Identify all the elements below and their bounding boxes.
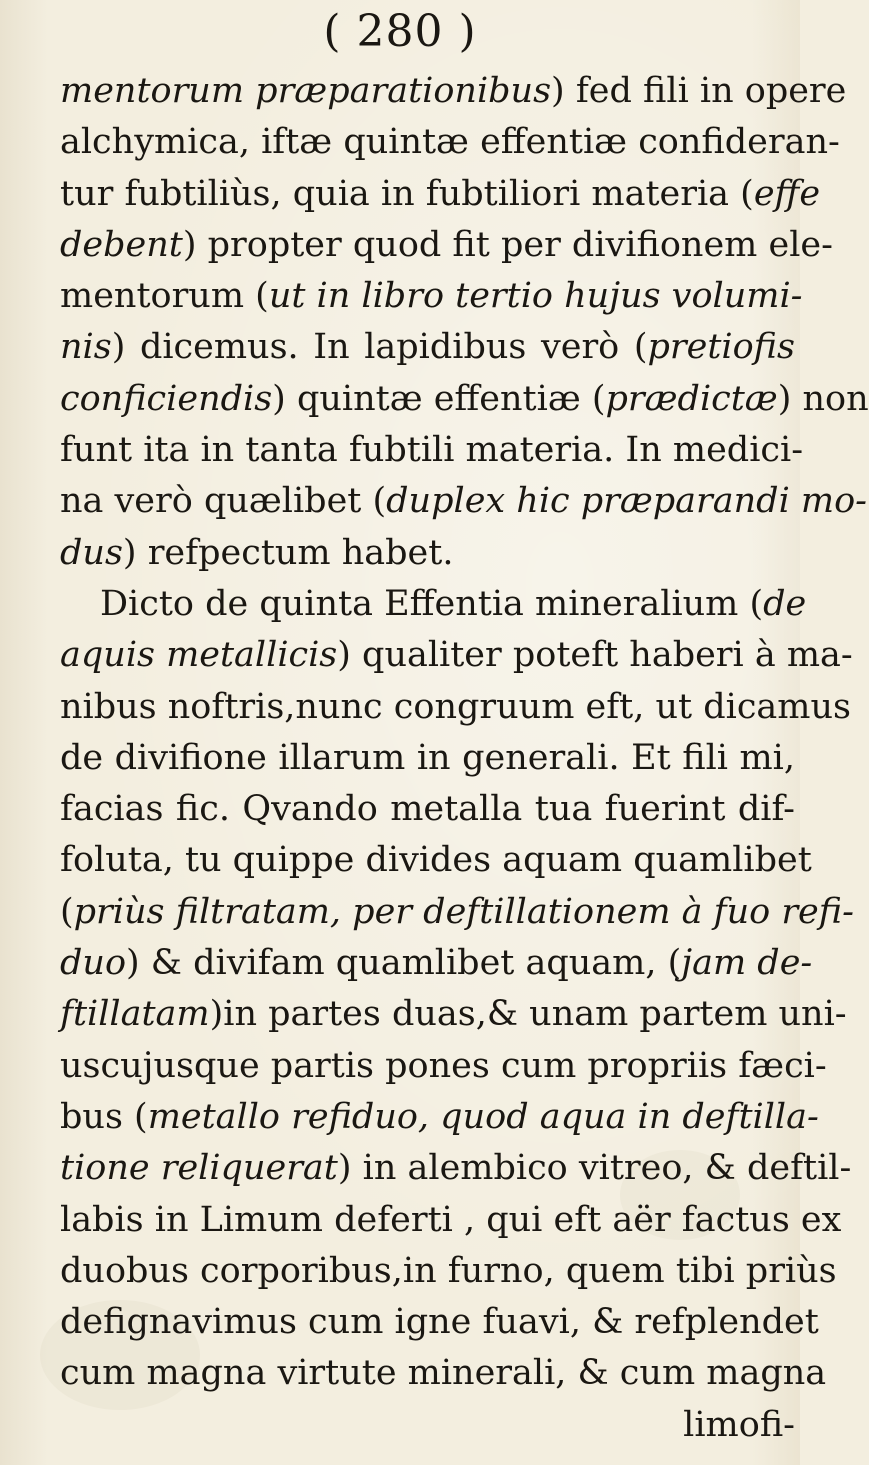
text-run: ( [60,891,74,932]
text-line [60,1092,819,1143]
text-line [60,1143,852,1194]
text-line [60,1246,837,1297]
text-run: foluta, tu quippe divides aquam quamlibet [60,840,812,881]
text-run: mentorum ( [60,276,269,317]
text-line [60,476,867,527]
page-number: ( 280 ) [323,6,477,57]
text-run: ) fed fili in opere [551,71,847,111]
italic-run: de [763,583,807,624]
italic-run: dus [60,532,123,573]
text-line [60,1297,819,1348]
italic-run: aquis metallicis [60,635,338,676]
text-line [60,1195,842,1246]
text-run: Dicto de quinta Effentia mineralium ( [100,583,764,624]
text-line [60,322,795,373]
text-run: ) quintæ effentiæ ( [272,378,606,419]
text-line [60,682,851,733]
italic-run: jam de- [681,943,813,984]
italic-run: metallo refiduo, quod aqua in deftilla- [147,1096,819,1137]
text-line [60,374,869,425]
text-line [60,733,795,784]
text-line [60,784,795,835]
text-run: labis in Limum deferti , qui eft aër factus ex [60,1199,842,1240]
text-run: nibus noftris,nunc congruum eft, ut dicamus [60,686,851,727]
text-run: )in partes duas,& unam partem uni- [209,994,847,1035]
text-line [60,66,847,117]
text-run: funt ita in tanta fubtili materia. In medici- [60,430,804,471]
text-block [60,66,869,1451]
italic-run: nis [60,327,112,368]
text-line [60,630,853,681]
text-line [60,938,813,989]
italic-run: mentorum præparationibus [60,71,552,111]
text-line [60,1348,827,1399]
text-run: bus ( [60,1096,148,1137]
italic-run: ut in libro tertio hujus volumi- [268,276,803,317]
text-run: uscujusque partis pones cum propriis fæci- [60,1045,827,1086]
text-run: tur fubtiliùs, quia in fubtiliori materia ( [60,173,754,214]
text-line [60,425,804,476]
italic-run: tione reliquerat [60,1148,338,1189]
italic-run: ftillatam [60,994,210,1035]
italic-run: effe [753,173,821,214]
text-run: ) dicemus. In lapidibus verò ( [111,327,648,368]
text-run: ) non [777,378,869,419]
text-run: defignavimus cum igne fuavi, & refplendet [60,1302,819,1343]
text-line [60,169,821,220]
text-line [60,528,795,579]
text-line [60,117,840,168]
italic-run: duplex hic præparandi mo- [386,481,867,522]
text-line [60,1041,827,1092]
text-run: cum magna virtute minerali, & cum magna [60,1353,827,1394]
text-run: na verò quælibet ( [60,481,387,522]
text-run: ) qualiter poteft haberi à ma- [337,635,853,676]
italic-run: pretiofis [647,327,795,368]
text-run: ) propter quod fit per divifionem ele- [182,224,833,265]
text-run: ) in alembico vitreo, & deftil- [337,1148,852,1189]
italic-run: priùs filtratam, per deftillationem à fuo refi- [73,891,854,932]
text-line [60,579,807,630]
text-run: alchymica, iftæ quintæ effentiæ confideran- [60,122,840,163]
italic-run: duo [60,943,127,984]
text-run: ) & divifam quamlibet aquam, ( [126,943,682,984]
text-run: duobus corporibus,in furno, quem tibi priùs [60,1250,837,1291]
text-run: ) refpectum habet. [122,532,454,573]
text-run: de divifione illarum in generali. Et fili mi, [60,737,795,778]
text-run: facias fic. Qvando metalla tua fuerint dif- [60,789,795,830]
italic-run: prædictæ [605,378,778,419]
text-line [60,989,847,1040]
text-line [60,835,812,886]
text-line [60,887,854,938]
italic-run: debent [60,224,183,265]
catchword: limofi- [683,1404,795,1445]
paragraphs [60,66,869,1400]
text-line [60,271,803,322]
italic-run: conficiendis [60,378,273,419]
text-line [60,220,833,271]
